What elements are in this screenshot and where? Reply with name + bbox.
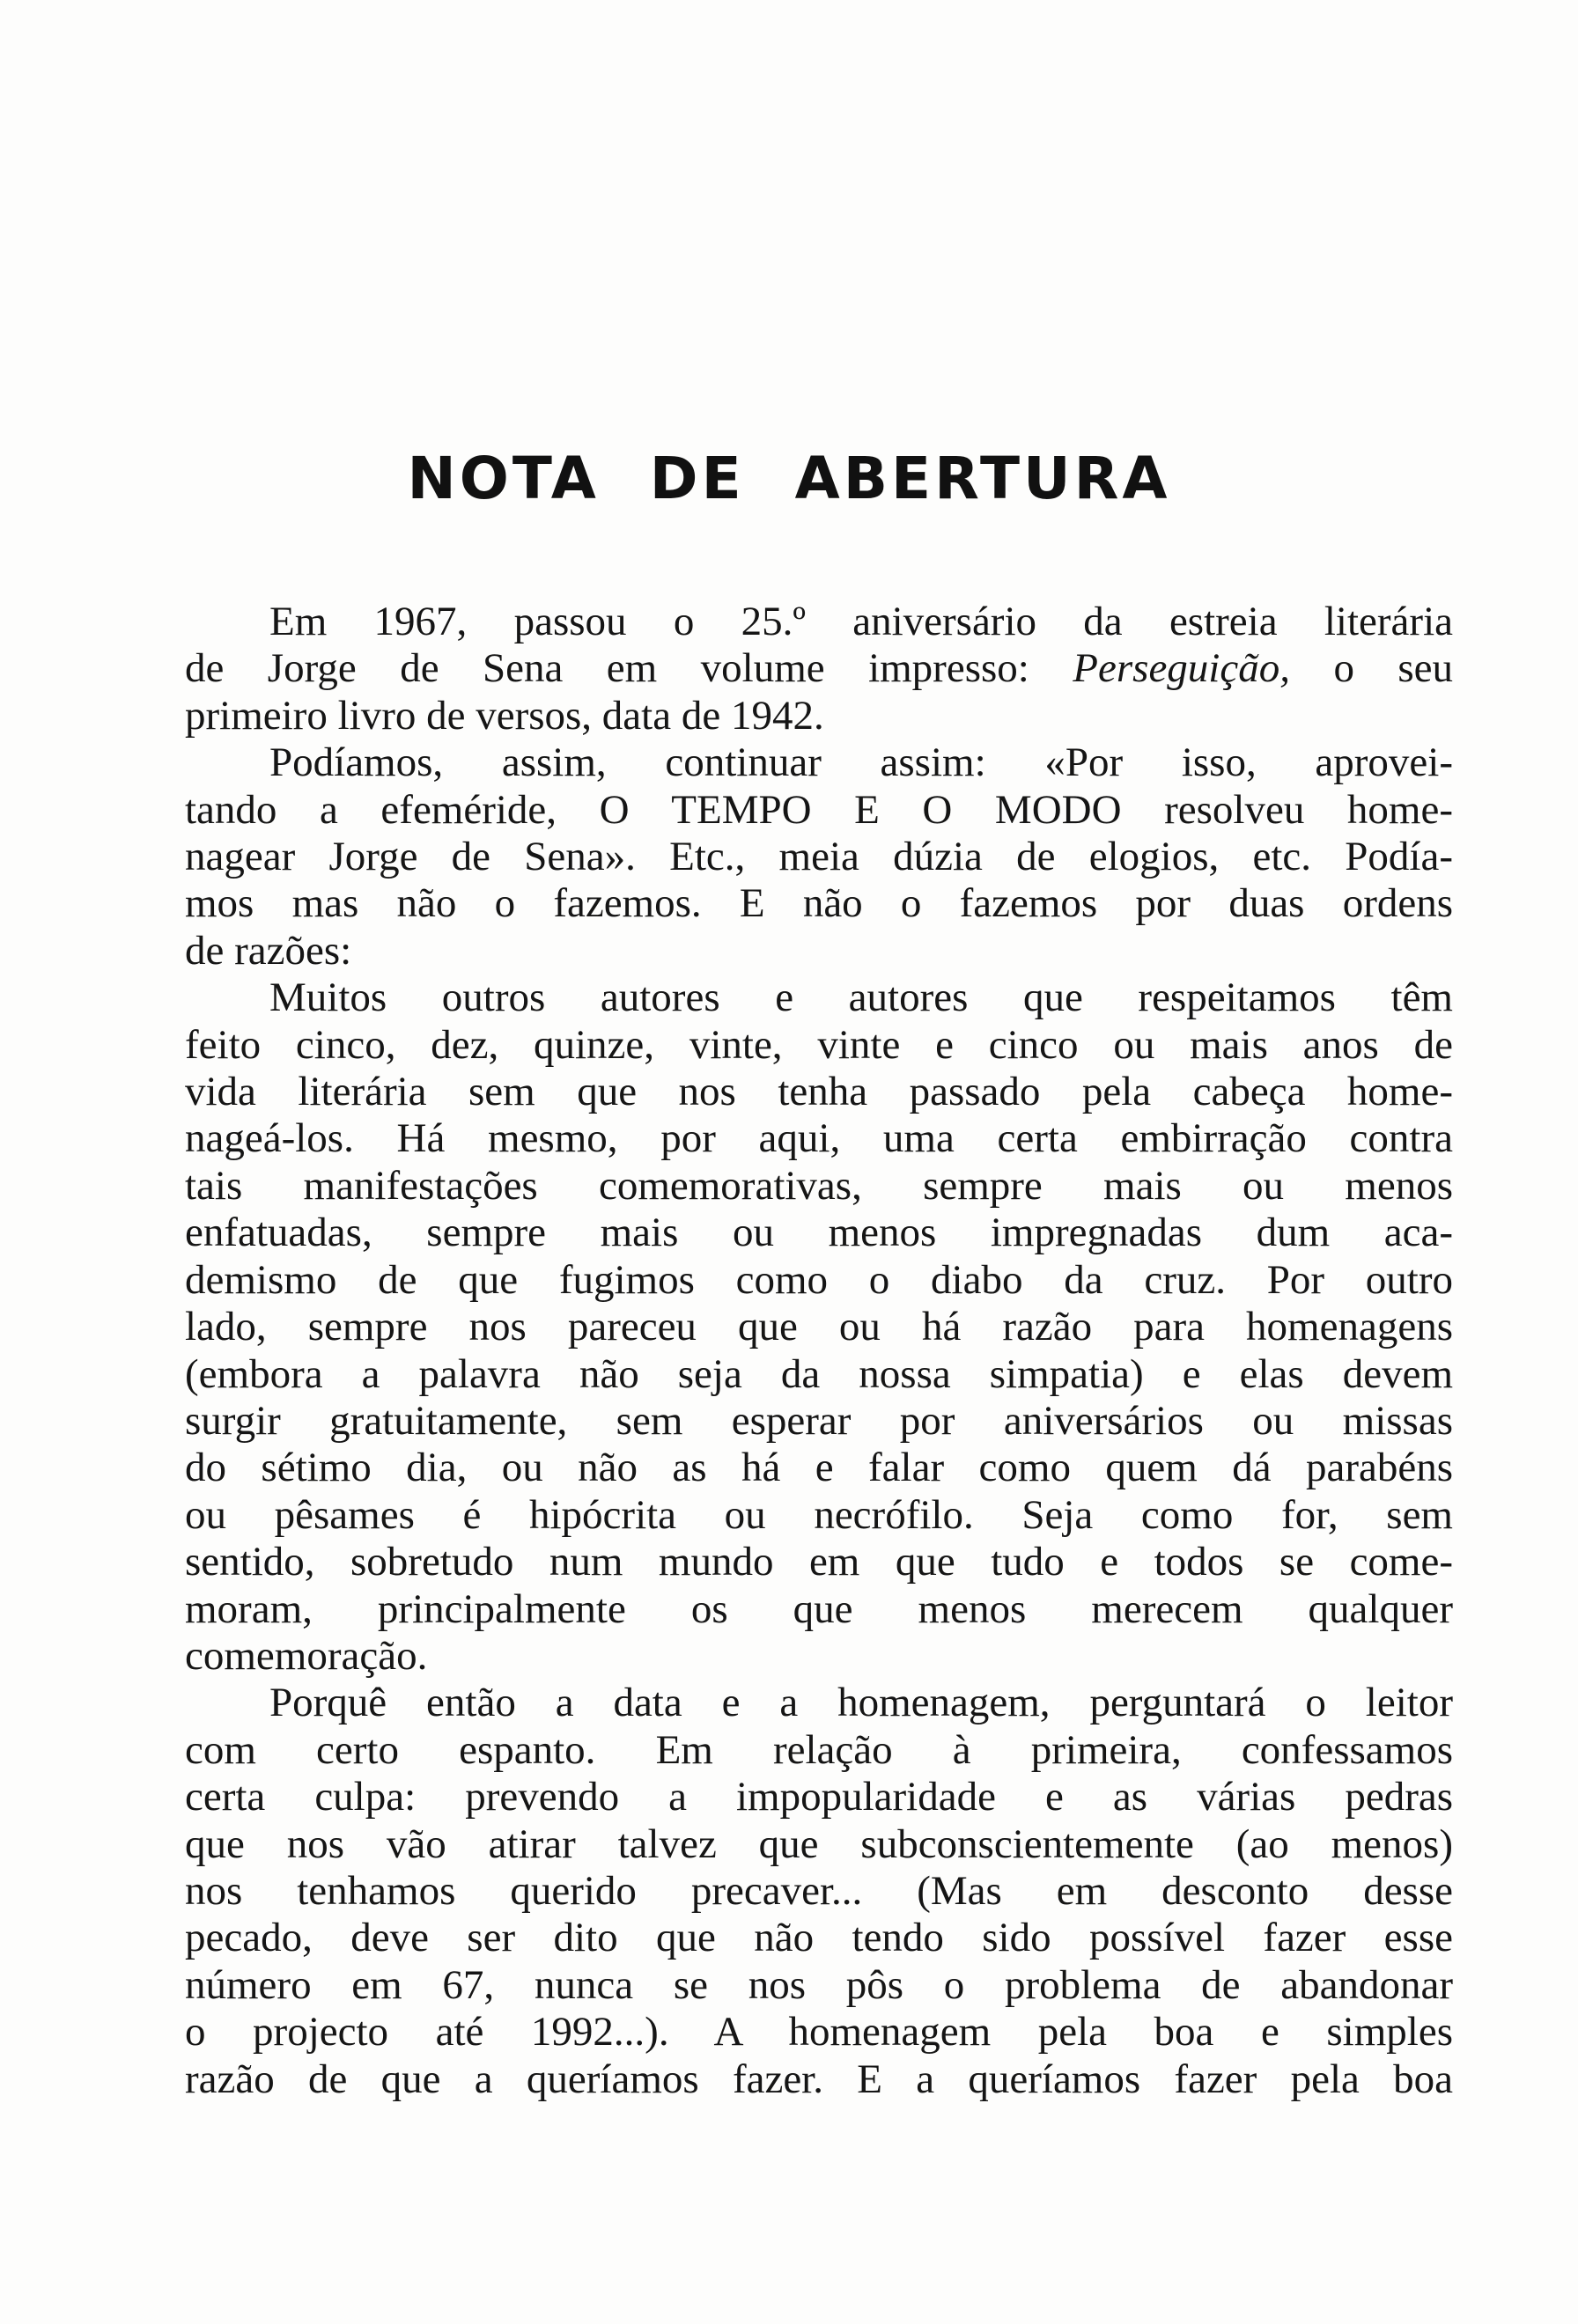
document-body bbox=[185, 599, 1453, 2103]
paragraph-1 bbox=[185, 599, 1453, 739]
text-line: com certo espanto. Em relação à primeira, confessamos bbox=[185, 1726, 1453, 1773]
text-line: nageá-los. Há mesmo, por aqui, uma certa embirração contra bbox=[185, 1115, 1453, 1162]
text-line: comemoração. bbox=[185, 1632, 428, 1679]
text-line: nos tenhamos querido precaver... (Mas em desconto desse bbox=[185, 1867, 1453, 1914]
paragraph-3 bbox=[185, 974, 1453, 1680]
text-line: tais manifestações comemorativas, sempre mais ou menos bbox=[185, 1162, 1453, 1209]
text-line: Podíamos, assim, continuar assim: «Por isso, aprovei- bbox=[269, 739, 1453, 786]
text-line: do sétimo dia, ou não as há e falar como quem dá parabéns bbox=[185, 1445, 1453, 1491]
text-line: feito cinco, dez, quinze, vinte, vinte e cinco ou mais anos de bbox=[185, 1021, 1453, 1068]
text-line: razão de que a queríamos fazer. E a queríamos fazer pela boa bbox=[185, 2056, 1453, 2102]
text-line: primeiro livro de versos, data de 1942. bbox=[185, 692, 824, 739]
text-segment: de Jorge de Sena em volume impresso: bbox=[185, 645, 1029, 692]
text-line: nagear Jorge de Sena». Etc., meia dúzia de elogios, etc. Podía- bbox=[185, 834, 1453, 880]
text-line: certa culpa: prevendo a impopularidade e as várias pedras bbox=[185, 1774, 1453, 1820]
page-title: NOTA DE ABERTURA bbox=[407, 445, 1171, 512]
text-line: pecado, deve ser dito que não tendo sido possível fazer esse bbox=[185, 1915, 1453, 1961]
text-line: que nos vão atirar talvez que subconscientemente (ao menos) bbox=[185, 1820, 1453, 1867]
text-line: Porquê então a data e a homenagem, perguntará o leitor bbox=[269, 1680, 1453, 1726]
text-line: demismo de que fugimos como o diabo da cruz. Por outro bbox=[185, 1256, 1453, 1303]
paragraph-2 bbox=[185, 739, 1453, 974]
text-line: Muitos outros autores e autores que respeitamos têm bbox=[269, 974, 1453, 1021]
text-line: (embora a palavra não seja da nossa simpatia) e elas devem bbox=[185, 1350, 1453, 1397]
text-line: sentido, sobretudo num mundo em que tudo e todos se come- bbox=[185, 1539, 1453, 1585]
text-line: o projecto até 1992...). A homenagem pela boa e simples bbox=[185, 2009, 1453, 2056]
text-line: surgir gratuitamente, sem esperar por aniversários ou missas bbox=[185, 1397, 1453, 1444]
text-line: ou pêsames é hipócrita ou necrófilo. Seja como for, sem bbox=[185, 1491, 1453, 1538]
text-line: enfatuadas, sempre mais ou menos impregnadas dum aca- bbox=[185, 1210, 1453, 1256]
text-segment: o seu bbox=[1333, 645, 1454, 692]
text-line: de razões: bbox=[185, 927, 352, 974]
text-line: moram, principalmente os que menos merecem qualquer bbox=[185, 1585, 1453, 1632]
text-line: vida literária sem que nos tenha passado pela cabeça home- bbox=[185, 1069, 1453, 1115]
text-line: número em 67, nunca se nos pôs o problema de abandonar bbox=[185, 1961, 1453, 2008]
paragraph-4 bbox=[185, 1680, 1453, 2103]
text-line: tando a efeméride, O TEMPO E O MODO resolveu home- bbox=[185, 786, 1453, 833]
text-line: lado, sempre nos pareceu que ou há razão para homenagens bbox=[185, 1304, 1453, 1350]
text-line bbox=[185, 645, 1453, 692]
text-line: mos mas não o fazemos. E não o fazemos por duas ordens bbox=[185, 880, 1453, 927]
book-title-italic: Perseguição, bbox=[1073, 645, 1290, 692]
text-line: Em 1967, passou o 25.º aniversário da estreia literária bbox=[269, 599, 1453, 644]
